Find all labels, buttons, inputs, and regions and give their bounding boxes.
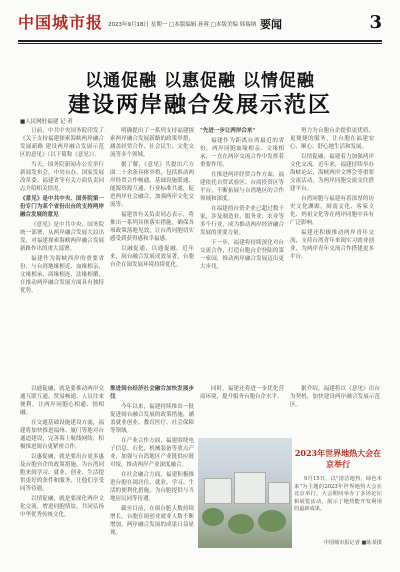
paragraph: 台湾同胞与福建有着深厚的历史文化渊源，闽南文化、客家文化、妈祖文化等在两岸同胞中具有广泛影响。 [290, 196, 374, 226]
photo-tree [228, 514, 254, 534]
section-name: 要闻 [260, 18, 282, 31]
header-rule-thin [18, 43, 382, 44]
article-subhead: 以通促融 以惠促融 以情促融 [85, 71, 315, 91]
paragraph: 以惠促融，就是要出台更多惠及台胞台企的政策措施，为台湾同胞来闽学习、就业、创业、生活提供更好的条件和服务，让他们享受同等待遇。 [20, 454, 104, 492]
photo-tree [202, 508, 224, 526]
page-number: 3 [369, 12, 382, 33]
header-rule [18, 40, 382, 42]
news-photo [198, 438, 292, 548]
photo-building [204, 478, 232, 504]
paragraph: 据介绍，福建将以《意见》出台为契机，加快建设两岸融合发展示范区。 [290, 386, 380, 408]
article-headline: 建设两岸融合发展示范区 [67, 92, 332, 118]
paragraph: 《意见》是中共中央、国务院统一部署，从两岸融合发展大局出发，对福建探索海峡两岸融合发展新路作出的重大部署。 [20, 222, 104, 252]
newspaper-logo: 中国城市报 [18, 13, 104, 32]
paragraph: 明确提出了一系列支持福建探索两岸融合发展新路的政策举措，涵盖经贸合作、社会民生、文化交流等多个领域。 [110, 128, 194, 158]
date-line: 2023年9月18日 星期一 □本版编辑 孙蓉 □本版美编 韩瑞纳 [108, 22, 257, 28]
paragraph: 在交通基础设施建设方面，福建将加快推进福州、厦门等地对台通道建设，完善海上航线网络，积极推进闽台更紧密合作。 [20, 420, 104, 450]
photo-caption [294, 438, 382, 548]
paragraph: 福建作为海峡西岸的重要省份，与台湾地缘相近、血缘相亲、文缘相承、商缘相连、法缘相循，在推动两岸融合发展方面具有独特优势。 [20, 256, 104, 294]
paragraph: 福建还积极推动两岸青年交流，支持台湾青年来闽实习就业创业，为两岸青年交流合作搭建更多平台。 [290, 230, 374, 260]
article-column-3-lower [200, 385, 284, 435]
photo-building [268, 482, 290, 504]
paragraph: 以情促融，福建着力加强两岸文化交流。近年来，福建持续举办海峡论坛、海峡两岸文博会等重要交流活动，为两岸同胞交流交往搭建平台。 [290, 154, 374, 192]
article-column-3 [200, 127, 284, 385]
paragraph: 下一步，福建将持续深化对台交流合作，打造台胞台企登陆的第一家园，推动两岸融合发展迈出更大步伐。 [200, 240, 284, 270]
masthead [18, 4, 382, 40]
caption-title: 2023年世界地热大会在京举行 [294, 448, 382, 469]
paragraph: 努力为台胞台企提供更优质、更便捷的服务，让台胞在福建安心、顺心、舒心地生活和发展。 [290, 128, 374, 150]
article-column-1 [20, 127, 104, 385]
article-column-1-lower [20, 385, 104, 550]
paragraph: 今年以来，福建持续推出一批促进闽台融合发展的政策措施，涵盖就业创业、教育医疗、社会保障等领域。 [110, 404, 194, 434]
article-byline: ■人民网驻福建 记 者 [20, 119, 73, 125]
paragraph: 同时，福建还将进一步优化营商环境，提升服务台胞台企水平。 [200, 386, 284, 400]
photo-tree [258, 510, 286, 532]
paragraph: 以情促融，就是要深化两岸文化交流，增进同胞情谊，共同弘扬中华优秀传统文化。 [20, 496, 104, 518]
paragraph: 以通促融，就是要推动两岸交通互联互通、贸易畅通、人员往来便利，让两岸同胞心相通、情相融。 [20, 386, 104, 416]
section-title: 推进闽台经济社会融合加快发展步伐 [110, 386, 194, 400]
article-column-2-lower [110, 385, 194, 550]
article-column-2 [110, 127, 194, 385]
paragraph: 在福建的台资企业已超过数千家，涉及制造业、服务业、农业等多个行业，成为推动两岸经济融合发展的重要力量。 [200, 206, 284, 236]
article-column-4-lower [290, 385, 380, 435]
caption-credit: 中国城市报记者 ■陈某摄 [323, 540, 382, 546]
paragraph: 当天，国务院新闻办公室举行新闻发布会，中央台办、国家发展改革委、福建省等有关方面负责同志介绍相关情况。 [20, 162, 104, 192]
section-title: "先进一步让两岸合来" [200, 128, 256, 134]
paragraph: 以融促通，以通促融。近年来，闽台融合发展成效显著，台胞台企在闽发展环境持续优化。 [110, 246, 194, 268]
section-title: 《意见》是中共中央、国务院第一份专门为某个省份出台的支持两岸融合发展的意见 [20, 196, 104, 218]
photo-building [234, 472, 266, 504]
paragraph: 福建作为距离台湾最近的省份，两岸同胞血缘相亲、文缘相承，一直在两岸交流合作中发挥着重要作用。 [200, 138, 284, 168]
paragraph: 据了解，《意见》共提出六方面二十余条具体举措，包括推动两岸经贸合作畅通、基础设施联通、能源资源互通、行业标准共通，促进两岸社会融合、加强两岸文化交流等。 [110, 162, 194, 208]
paragraph: 日前，中共中央国务院印发了《关于支持福建探索海峡两岸融合发展新路 建设两岸融合发展示范区的意见》（以下简称《意见》）。 [20, 128, 104, 158]
paragraph: 在社会融合方面，福建积极推进台胞在闽居住、就业、学习、生活的便利化措施，为台胞提供与当地居民同等待遇。 [110, 472, 194, 502]
paragraph: 在产业合作方面，福建围绕电子信息、石化、机械装备等重点产业，加强与台湾地区产业链供应链对接，推动两岸产业深度融合。 [110, 438, 194, 468]
paragraph: 在推进两岸经贸合作方面，福建依托自贸试验区、台商投资区等平台，不断拓展与台湾地区的合作领域和深度。 [200, 172, 284, 202]
article-column-4 [290, 127, 374, 385]
caption-text: 9月15日，以"清洁地热，绿色未来"为主题的2023年世界地热大会在北京举行。大会期间举办了多场论坛和展览活动，展示了地热能开发利用的最新成果。 [294, 476, 382, 512]
paragraph: 福建省有关负责同志表示，将推出一系列具体落实措施，确保各项政策落地见效，让台湾同胞切实感受到获得感和幸福感。 [110, 212, 194, 242]
paragraph: 截至目前，在闽台胞人数持续增长，台胞在闽创业就业人数不断增加，两岸融合发展的成果日益显现。 [110, 506, 194, 536]
